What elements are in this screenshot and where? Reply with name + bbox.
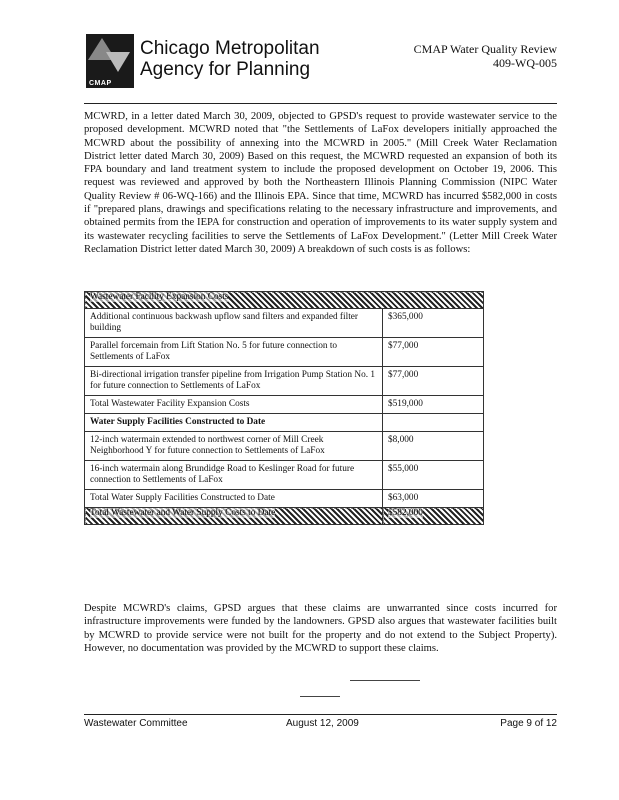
total-description: Total Wastewater and Water Supply Costs to Date xyxy=(85,508,383,525)
scan-artifact xyxy=(350,680,420,681)
org-name-line1: Chicago Metropolitan xyxy=(140,38,320,59)
footer-divider xyxy=(84,714,557,715)
footer-committee: Wastewater Committee xyxy=(84,718,188,729)
doc-header xyxy=(414,42,557,70)
table-total-row xyxy=(85,508,484,525)
cost-amount: $55,000 xyxy=(383,461,484,490)
cost-description: Parallel forcemain from Lift Station No. 5 for future connection to Settlements of LaFox xyxy=(85,338,383,367)
cmap-logo xyxy=(86,34,134,88)
cost-amount xyxy=(383,414,484,432)
body-paragraph-2: Despite MCWRD's claims, GPSD argues that these claims are unwarranted since costs incurred for infrastructure improvements were funded by the landowners. GPSD also argues that wastewater facilities built by MCWRD to provide service were not built for the property and do not extend to the Subject Property). However, no documentation was provided by the MCWRD to support these claims. xyxy=(84,603,557,654)
cost-amount: $77,000 xyxy=(383,367,484,396)
section-title: Water Supply Facilities Constructed to Date xyxy=(85,414,383,432)
cost-breakdown-table xyxy=(84,291,484,525)
cost-description: 12-inch watermain extended to northwest corner of Mill Creek Neighborhood Y for future connection to Settlements of LaFox xyxy=(85,432,383,461)
table-row xyxy=(85,461,484,490)
table-row xyxy=(85,367,484,396)
cost-amount: $77,000 xyxy=(383,338,484,367)
scan-artifact xyxy=(300,696,340,697)
cost-description: Additional continuous backwash upflow sand filters and expanded filter building xyxy=(85,309,383,338)
header-divider xyxy=(84,103,557,104)
org-name-line2: Agency for Planning xyxy=(140,59,311,80)
table-section-row xyxy=(85,414,484,432)
cost-amount: $8,000 xyxy=(383,432,484,461)
cost-description: 16-inch watermain along Brundidge Road to Keslinger Road for future connection to Settlements of LaFox xyxy=(85,461,383,490)
doc-id: 409-WQ-005 xyxy=(493,56,557,70)
footer-date: August 12, 2009 xyxy=(286,718,359,729)
cost-description: Total Wastewater Facility Expansion Costs xyxy=(85,396,383,414)
table-row xyxy=(85,338,484,367)
table-row xyxy=(85,432,484,461)
total-amount: $582,000 xyxy=(383,508,484,525)
org-name xyxy=(140,38,320,80)
table-row xyxy=(85,396,484,414)
table-header-cell: Wastewater Facility Expansion Costs xyxy=(85,292,484,309)
doc-title: CMAP Water Quality Review xyxy=(413,42,557,56)
body-paragraph-1: MCWRD, in a letter dated March 30, 2009, objected to GPSD's request to provide wastewater service to the proposed development. MCWRD noted that "the Settlements of LaFox developers initially approached the MCWRD about the possibility of annexing into the MCWRD in 2005." (Mill Creek Water Reclamation District letter dated March 30, 2009) Based on this request, the MCWRD requested an expansion of both its FPA boundary and land treatment system to include the proposed development on October 19, 2006. This request was reviewed and approved by both the Northeastern Illinois Planning Commission (NIPC Water Quality Review # 06-WQ-166) and the Illinois EPA. Since that time, MCWRD has incurred $582,000 in costs if "prepared plans, drawings and specifications relating to the necessary infrastructure and improvements, and obtained permits from the IEPA for construction and operation of improvements to its water supply system and its wastewater recycling facilities to serve the Settlements of LaFox Development." (Letter Mill Creek Water Reclamation District letter dated March 30, 2009) A breakdown of such costs is as follows: xyxy=(84,111,557,255)
cost-amount: $519,000 xyxy=(383,396,484,414)
logo-text: CMAP xyxy=(89,80,112,87)
cost-amount: $63,000 xyxy=(383,490,484,508)
cost-amount: $365,000 xyxy=(383,309,484,338)
cost-description: Bi-directional irrigation transfer pipeline from Irrigation Pump Station No. 1 for future connection to Settlements of LaFox xyxy=(85,367,383,396)
table-row xyxy=(85,490,484,508)
footer-page-number: Page 9 of 12 xyxy=(500,718,557,729)
cost-description: Total Water Supply Facilities Constructed to Date xyxy=(85,490,383,508)
logo-shape-icon xyxy=(106,52,130,72)
table-row xyxy=(85,309,484,338)
table-header-row xyxy=(85,292,484,309)
